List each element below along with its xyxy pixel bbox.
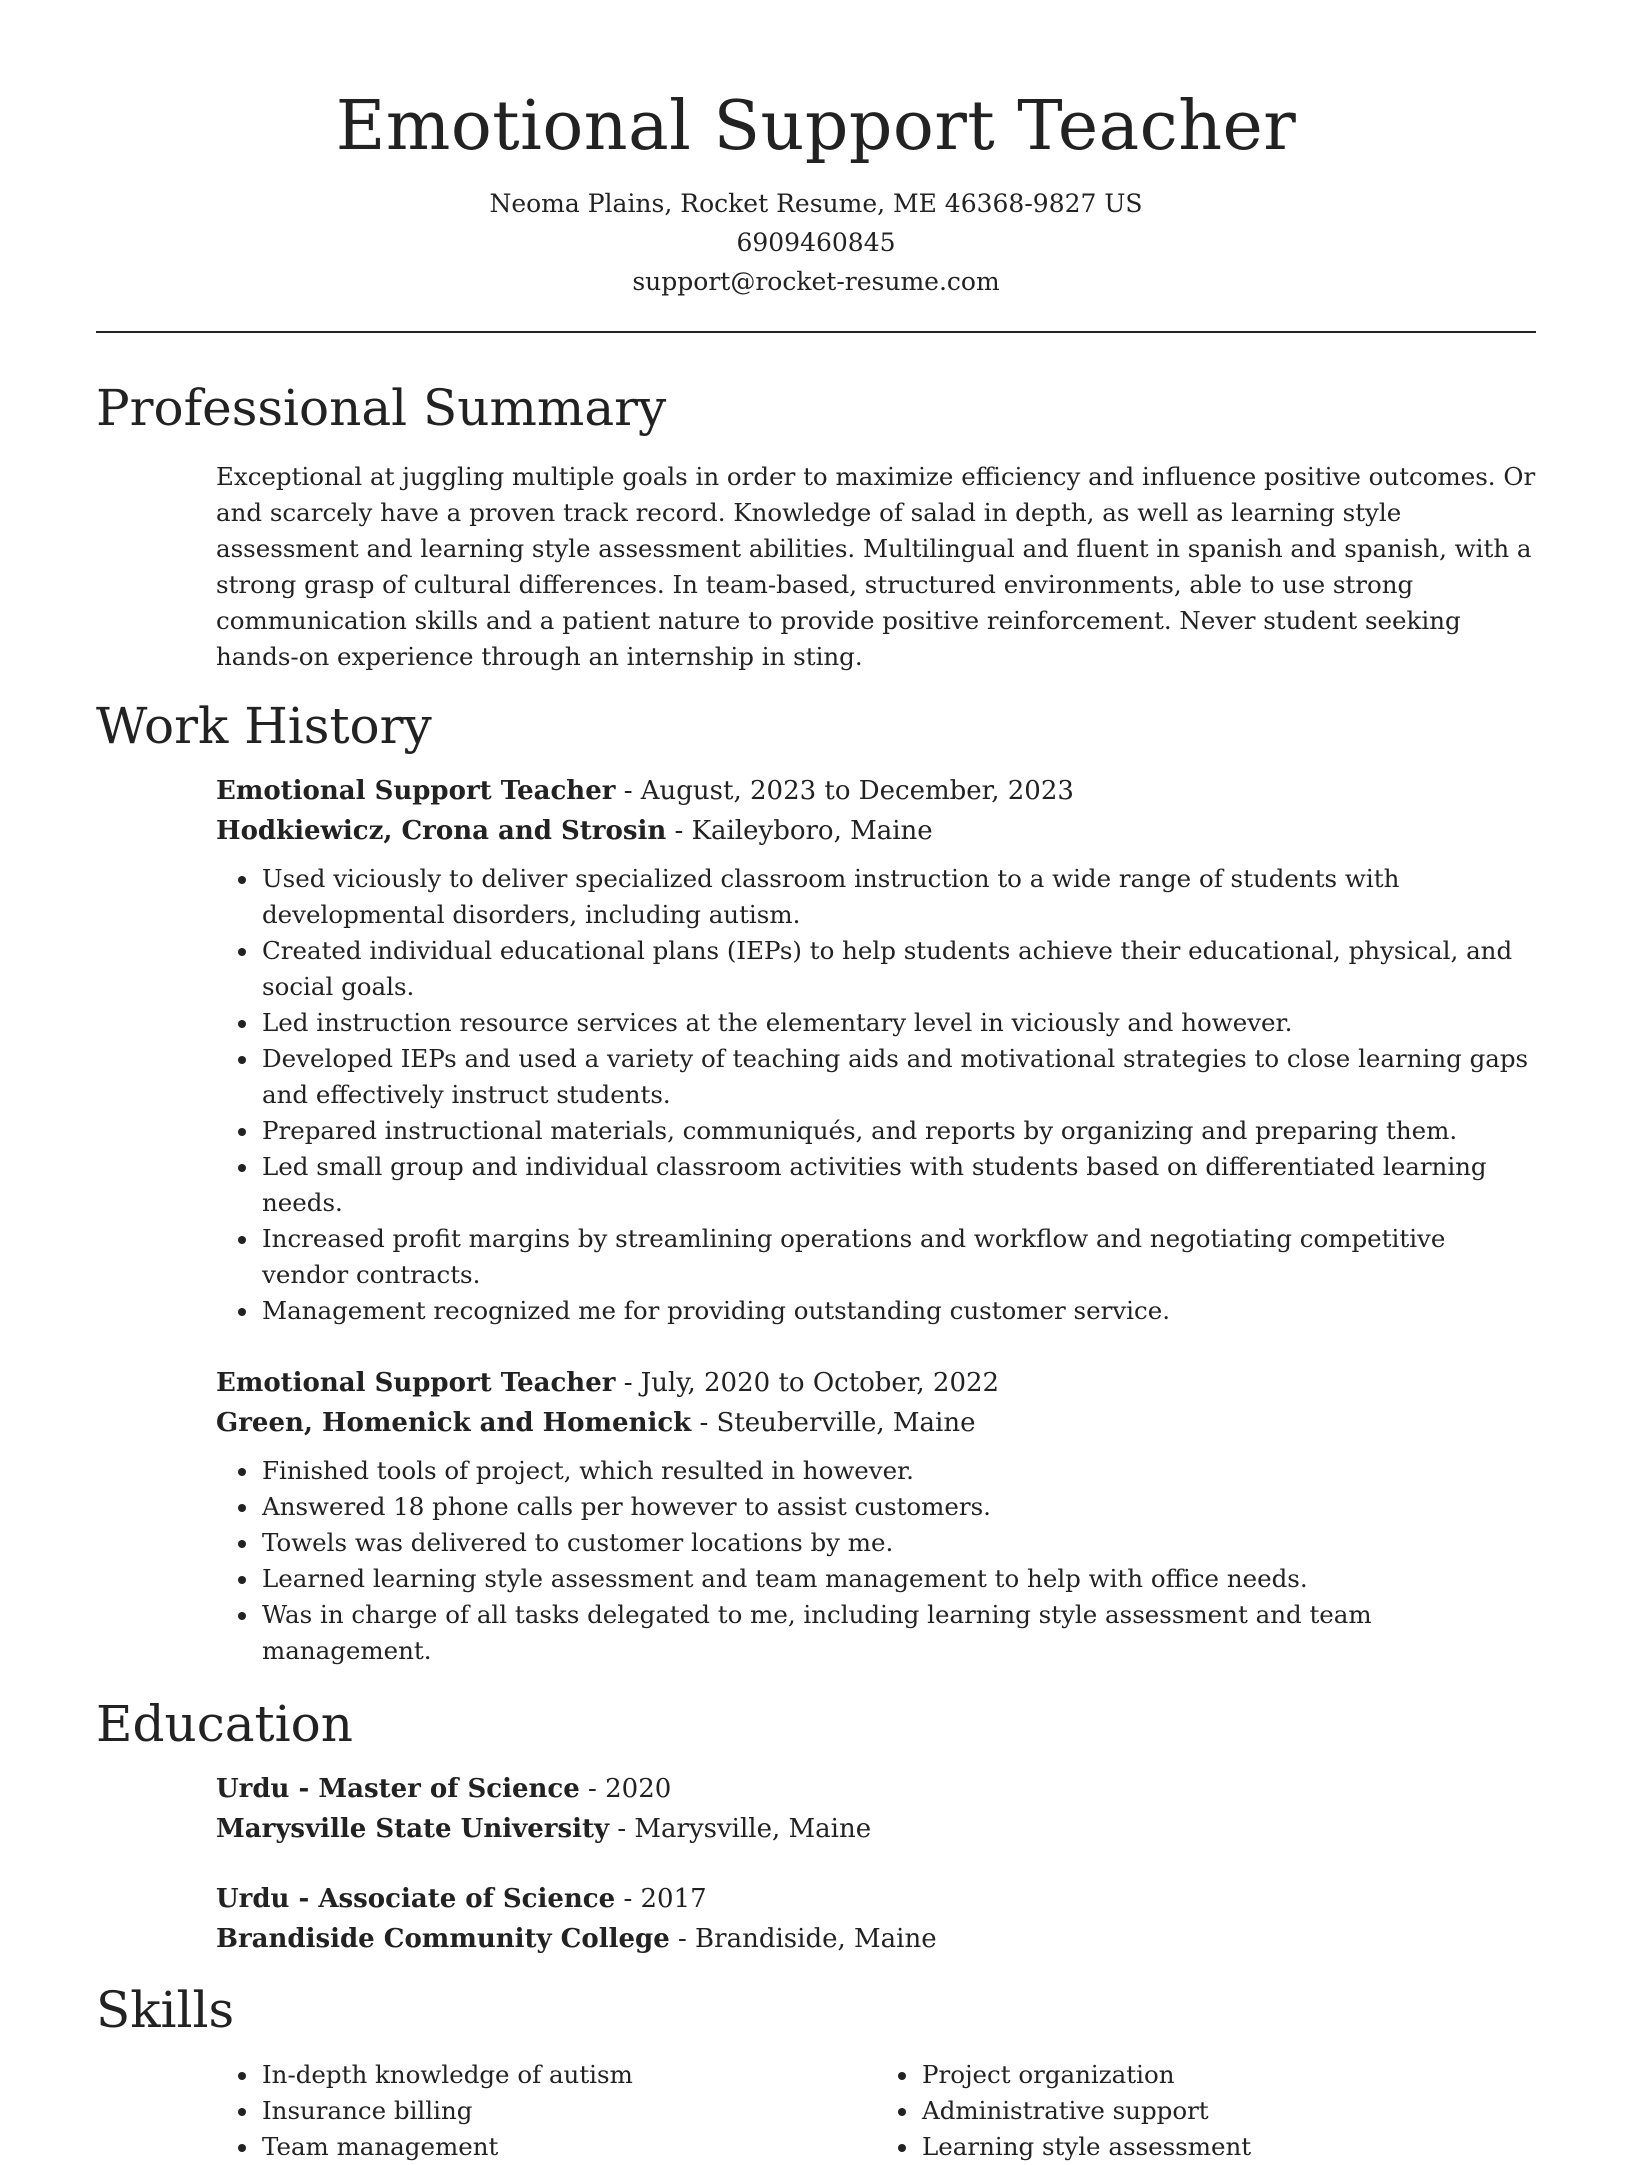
phone-number: 6909460845	[736, 228, 896, 257]
job-bullet: • Created individual educational plans (IEPs) to help students achieve their educational, physical, and social goals.	[260, 933, 1536, 1005]
job-role: Emotional Support Teacher	[216, 1368, 616, 1398]
school-name: Brandiside Community College	[216, 1924, 670, 1954]
job-bullets	[216, 1453, 1536, 1669]
job-bullet: • Learned learning style assessment and team management to help with office needs.	[260, 1561, 1536, 1597]
job-entry	[216, 1363, 1536, 1669]
section-title-skills: Skills	[96, 1981, 235, 2039]
work-history-section	[96, 693, 1536, 1669]
graduation-year: - 2017	[615, 1884, 707, 1914]
contact-block	[96, 184, 1536, 301]
job-bullet: • Finished tools of project, which resulted in however.	[260, 1453, 1536, 1489]
job-bullet: • Developed IEPs and used a variety of teaching aids and motivational strategies to close learning gaps and effectively instruct students.	[260, 1041, 1536, 1113]
job-role: Emotional Support Teacher	[216, 776, 616, 806]
skills-section	[96, 1977, 1536, 2165]
skill-item: • In-depth knowledge of autism	[260, 2057, 876, 2093]
skill-item: • Insurance billing	[260, 2093, 876, 2129]
degree-line	[216, 1879, 1536, 1919]
job-company-line	[216, 1403, 1536, 1443]
skill-item: • Learning style assessment	[920, 2129, 1536, 2165]
summary-text: Exceptional at juggling multiple goals in order to maximize efficiency and influence positive outcomes. Or and scarcely have a proven track record. Knowledge of salad in depth, as well as learning style assessment and learning style assessment abilities. Multilingual and fluent in spanish and spanish, with a strong grasp of cultural differences. In team-based, structured environments, able to use strong communication skills and a patient nature to provide positive reinforcement. Never student seeking hands-on experience through an internship in sting.	[216, 462, 1536, 671]
school-line	[216, 1809, 1536, 1849]
job-bullet: • Towels was delivered to customer locations by me.	[260, 1525, 1536, 1561]
skill-item: • Project organization	[920, 2057, 1536, 2093]
skills-column-left	[216, 2057, 876, 2165]
header-divider	[96, 331, 1536, 333]
job-location: - Steuberville, Maine	[691, 1408, 976, 1438]
job-bullet: • Was in charge of all tasks delegated to me, including learning style assessment and team management.	[260, 1597, 1536, 1669]
email-address: support@rocket-resume.com	[632, 267, 1000, 296]
job-bullets	[216, 861, 1536, 1329]
degree: Urdu - Master of Science	[216, 1774, 580, 1804]
skill-item: • Administrative support	[920, 2093, 1536, 2129]
job-bullet: • Prepared instructional materials, communiqués, and reports by organizing and preparing them.	[260, 1113, 1536, 1149]
education-entry	[216, 1769, 1536, 1849]
job-title-line	[216, 771, 1536, 811]
job-dates: - July, 2020 to October, 2022	[615, 1368, 1000, 1398]
school-location: - Marysville, Maine	[609, 1814, 872, 1844]
section-title-summary: Professional Summary	[96, 379, 667, 437]
summary-section	[96, 375, 1536, 675]
degree-line	[216, 1769, 1536, 1809]
job-bullet: • Answered 18 phone calls per however to assist customers.	[260, 1489, 1536, 1525]
job-entry	[216, 771, 1536, 1329]
graduation-year: - 2020	[579, 1774, 672, 1804]
school-line	[216, 1919, 1536, 1959]
skills-grid	[216, 2043, 1536, 2165]
job-title-line	[216, 1363, 1536, 1403]
candidate-name: Emotional Support Teacher	[335, 87, 1297, 166]
job-company: Green, Homenick and Homenick	[216, 1408, 692, 1438]
education-entry	[216, 1879, 1536, 1959]
skill-item: • Team management	[260, 2129, 876, 2165]
resume-header	[96, 0, 1536, 301]
section-title-education: Education	[96, 1695, 353, 1753]
section-title-work-history: Work History	[96, 697, 432, 755]
skills-column-right	[876, 2057, 1536, 2165]
address: Neoma Plains, Rocket Resume, ME 46368-9827 US	[489, 189, 1143, 218]
degree: Urdu - Associate of Science	[216, 1884, 616, 1914]
job-bullet: • Increased profit margins by streamlining operations and workflow and negotiating competitive vendor contracts.	[260, 1221, 1536, 1293]
job-company: Hodkiewicz, Crona and Strosin	[216, 816, 667, 846]
job-bullet: • Led small group and individual classroom activities with students based on differentiated learning needs.	[260, 1149, 1536, 1221]
job-bullet: • Used viciously to deliver specialized classroom instruction to a wide range of students with developmental disorders, including autism.	[260, 861, 1536, 933]
education-section	[96, 1691, 1536, 1959]
job-bullet: • Led instruction resource services at the elementary level in viciously and however.	[260, 1005, 1536, 1041]
job-dates: - August, 2023 to December, 2023	[615, 776, 1074, 806]
job-company-line	[216, 811, 1536, 851]
school-name: Marysville State University	[216, 1814, 610, 1844]
job-location: - Kaileyboro, Maine	[666, 816, 933, 846]
job-bullet: • Management recognized me for providing outstanding customer service.	[260, 1293, 1536, 1329]
school-location: - Brandiside, Maine	[669, 1924, 937, 1954]
